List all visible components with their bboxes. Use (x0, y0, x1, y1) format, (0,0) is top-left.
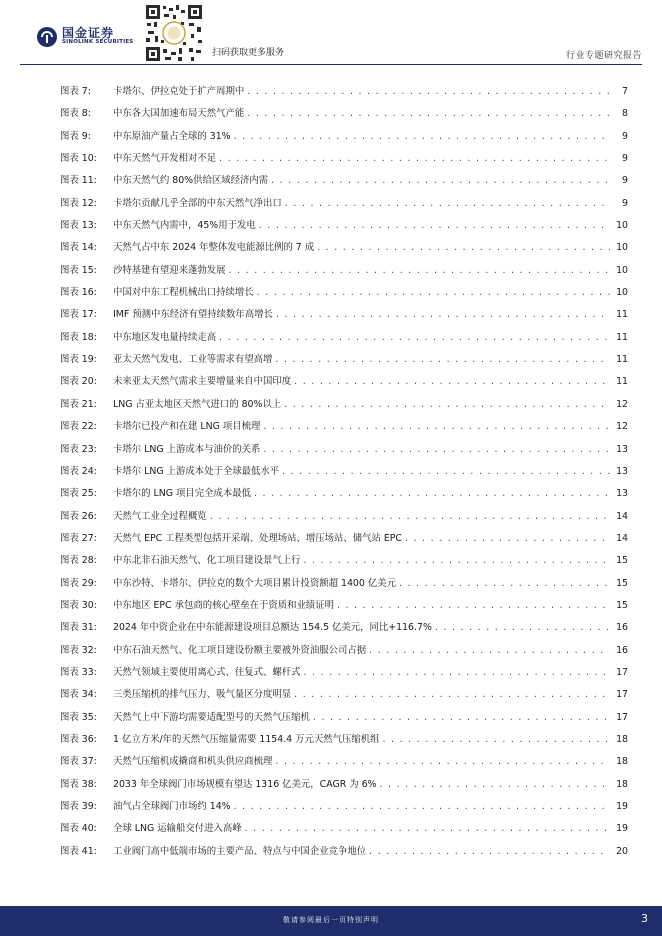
toc-figure-label: 图表 31: (60, 622, 97, 634)
toc-page-number: 18 (616, 756, 628, 768)
toc-dot-leader (263, 416, 610, 438)
toc-figure-title: 2024 年中资企业在中东能源建设项目总额达 154.5 亿美元，同比+116.7% (113, 622, 432, 634)
toc-dot-leader (263, 439, 610, 461)
toc-entry[interactable] (60, 841, 628, 863)
toc-page-number: 17 (616, 711, 628, 723)
toc-entry[interactable] (60, 327, 628, 349)
toc-page-number: 15 (616, 555, 628, 567)
toc-page-number: 13 (616, 443, 628, 455)
toc-entry[interactable] (60, 416, 628, 438)
toc-figure-label: 图表 40: (60, 823, 97, 835)
toc-dot-leader (304, 662, 610, 684)
toc-figure-label: 图表 21: (60, 398, 97, 410)
toc-figure-title: 卡塔尔、伊拉克处于扩产周期中 (113, 86, 245, 97)
disclaimer-note: 敬请参阅最后一页特别声明 (283, 916, 379, 924)
toc-page-number: 12 (616, 421, 628, 433)
toc-figure-title: 中东原油产量占全球的 31% (113, 130, 231, 142)
toc-page-number: 19 (616, 823, 628, 835)
qr-code-icon[interactable] (143, 2, 205, 64)
toc-entry[interactable] (60, 260, 628, 282)
page-header (0, 0, 662, 62)
toc-dot-leader (317, 237, 610, 259)
toc-dot-leader (294, 684, 610, 706)
toc-entry[interactable] (60, 439, 628, 461)
toc-figure-title: IMF 预测中东经济有望持续数年高增长 (113, 309, 273, 321)
toc-page-number: 13 (616, 488, 628, 500)
toc-figure-label: 图表 11: (60, 175, 97, 187)
toc-figure-label: 图表 8: (60, 108, 91, 120)
toc-entry[interactable] (60, 148, 628, 170)
toc-figure-title: 天然气占中东 2024 年整体发电能源比例的 7 成 (113, 242, 315, 254)
toc-figure-label: 图表 26: (60, 510, 97, 522)
toc-dot-leader (275, 751, 610, 773)
toc-figure-title: 全球 LNG 运输船交付进入高峰 (113, 823, 242, 835)
toc-page-number: 7 (622, 86, 628, 97)
toc-page-number: 10 (616, 287, 628, 299)
toc-figure-title: 中东沙特、卡塔尔、伊拉克的数个大项目累计投资额超 1400 亿美元 (113, 577, 396, 589)
toc-dot-leader (383, 729, 611, 751)
toc-figure-title: 中国对中东工程机械出口持续增长 (113, 287, 254, 299)
toc-entry[interactable] (60, 81, 628, 103)
toc-figure-title: 卡塔尔贡献几乎全部的中东天然气净出口 (113, 197, 282, 209)
toc-page-number: 9 (622, 197, 628, 209)
toc-figure-label: 图表 35: (60, 711, 97, 723)
toc-figure-title: 沙特基建有望迎来蓬勃发展 (113, 264, 226, 276)
toc-page-number: 10 (616, 220, 628, 232)
toc-figure-label: 图表 37: (60, 756, 97, 768)
toc-figure-label: 图表 20: (60, 376, 97, 388)
toc-entry[interactable] (60, 237, 628, 259)
toc-figure-label: 图表 18: (60, 331, 97, 343)
table-of-figures (60, 81, 628, 863)
toc-entry[interactable] (60, 684, 628, 706)
toc-page-number: 15 (616, 577, 628, 589)
toc-figure-label: 图表 17: (60, 309, 97, 321)
toc-entry[interactable] (60, 818, 628, 840)
toc-figure-label: 图表 14: (60, 242, 97, 254)
scan-for-services-text: 扫码获取更多服务 (212, 48, 285, 58)
toc-figure-label: 图表 19: (60, 354, 97, 366)
toc-figure-title: 中东天然气开发相对不足 (113, 153, 217, 165)
toc-dot-leader (304, 550, 610, 572)
toc-entry[interactable] (60, 371, 628, 393)
header-divider (20, 64, 642, 65)
toc-entry[interactable] (60, 640, 628, 662)
toc-dot-leader (275, 349, 610, 371)
toc-page-number: 18 (616, 778, 628, 790)
toc-dot-leader (369, 841, 610, 863)
toc-entry[interactable] (60, 729, 628, 751)
toc-entry[interactable] (60, 595, 628, 617)
toc-figure-label: 图表 28: (60, 555, 97, 567)
toc-page-number: 16 (616, 622, 628, 634)
toc-figure-title: LNG 占亚太地区天然气进口的 80%以上 (113, 398, 282, 410)
toc-dot-leader (257, 282, 610, 304)
toc-figure-title: 天然气工业全过程概览 (113, 510, 207, 522)
toc-entry[interactable] (60, 193, 628, 215)
toc-dot-leader (234, 126, 610, 148)
toc-figure-title: 未来亚太天然气需求主要增量来自中国印度 (113, 376, 292, 388)
toc-page-number: 11 (616, 376, 628, 388)
toc-dot-leader (210, 506, 610, 528)
toc-figure-label: 图表 25: (60, 488, 97, 500)
report-type-label: 行业专题研究报告 (565, 51, 642, 61)
toc-dot-leader (254, 483, 610, 505)
toc-figure-title: 卡塔尔 LNG 上游成本处于全球最低水平 (113, 465, 280, 477)
toc-dot-leader (399, 573, 610, 595)
toc-figure-title: 1 亿立方米/年的天然气压缩量需要 1154.4 万元天然气压缩机组 (113, 733, 380, 745)
page-number: 3 (641, 912, 648, 925)
toc-figure-label: 图表 22: (60, 421, 97, 433)
toc-dot-leader (435, 617, 610, 639)
toc-figure-title: 中东地区发电量持续走高 (113, 331, 217, 343)
toc-figure-label: 图表 7: (60, 86, 91, 97)
toc-page-number: 14 (616, 532, 628, 544)
toc-entry[interactable] (60, 126, 628, 148)
toc-dot-leader (284, 394, 610, 416)
toc-figure-label: 图表 10: (60, 153, 97, 165)
toc-figure-title: 中东地区 EPC 承包商的核心壁垒在于资质和业绩证明 (113, 599, 334, 611)
toc-figure-label: 图表 15: (60, 264, 97, 276)
toc-entry[interactable] (60, 662, 628, 684)
toc-entry[interactable] (60, 573, 628, 595)
toc-figure-label: 图表 27: (60, 532, 97, 544)
toc-dot-leader (259, 215, 610, 237)
toc-figure-label: 图表 32: (60, 644, 97, 656)
toc-page-number: 11 (616, 354, 628, 366)
toc-dot-leader (245, 818, 610, 840)
toc-page-number: 9 (622, 130, 628, 142)
toc-entry[interactable] (60, 550, 628, 572)
toc-page-number: 9 (622, 175, 628, 187)
toc-entry[interactable] (60, 103, 628, 125)
toc-figure-title: 天然气 EPC 工程类型包括开采端、处理场站、增压场站、储气站 EPC (113, 532, 402, 544)
toc-dot-leader (285, 193, 610, 215)
toc-dot-leader (379, 774, 610, 796)
toc-entry[interactable] (60, 796, 628, 818)
toc-figure-label: 图表 36: (60, 733, 97, 745)
toc-figure-title: 天然气领域主要使用离心式、往复式、螺杆式 (113, 666, 301, 678)
toc-figure-label: 图表 13: (60, 220, 97, 232)
toc-figure-label: 图表 30: (60, 599, 97, 611)
toc-figure-title: 中东各大国加速布局天然气产能 (113, 108, 245, 120)
toc-page-number: 9 (622, 153, 628, 165)
toc-page-number: 20 (616, 845, 628, 857)
toc-figure-title: 亚太天然气发电、工业等需求有望高增 (113, 354, 273, 366)
toc-entry[interactable] (60, 215, 628, 237)
toc-entry[interactable] (60, 170, 628, 192)
toc-entry[interactable] (60, 707, 628, 729)
toc-page-number: 13 (616, 465, 628, 477)
toc-dot-leader (276, 304, 610, 326)
toc-dot-leader (247, 103, 610, 125)
toc-page-number: 19 (616, 801, 628, 812)
toc-entry[interactable] (60, 483, 628, 505)
toc-entry[interactable] (60, 349, 628, 371)
toc-figure-title: 三类压缩机的排气压力、吸气量区分度明显 (113, 689, 292, 701)
toc-figure-label: 图表 41: (60, 845, 97, 857)
toc-figure-title: 中东天然气约 80%供给区域经济内需 (113, 175, 269, 187)
toc-dot-leader (229, 260, 610, 282)
toc-dot-leader (247, 81, 610, 103)
toc-dot-leader (282, 461, 610, 483)
toc-entry[interactable] (60, 282, 628, 304)
sinolink-logo (36, 24, 136, 50)
toc-page-number: 11 (616, 309, 628, 321)
toc-entry[interactable] (60, 506, 628, 528)
sinolink-logo-icon (36, 26, 58, 48)
toc-figure-title: 天然气上中下游均需要适配型号的天然气压缩机 (113, 711, 310, 723)
toc-figure-title: 油气占全球阀门市场约 14% (113, 801, 231, 812)
toc-dot-leader (294, 371, 610, 393)
toc-figure-label: 图表 9: (60, 130, 91, 142)
toc-dot-leader (234, 796, 610, 818)
toc-page-number: 15 (616, 599, 628, 611)
toc-figure-label: 图表 24: (60, 465, 97, 477)
toc-entry[interactable] (60, 394, 628, 416)
toc-entry[interactable] (60, 461, 628, 483)
toc-figure-label: 图表 16: (60, 287, 97, 299)
toc-figure-title: 中东天然气内需中，45%用于发电 (113, 220, 256, 232)
toc-page-number: 17 (616, 689, 628, 701)
logo-english-name: SINOLINK SECURITIES (62, 39, 134, 45)
toc-figure-title: 中东石油天然气、化工项目建设份额主要被外资油服公司占据 (113, 644, 367, 656)
toc-page-number: 10 (616, 242, 628, 254)
toc-dot-leader (271, 170, 610, 192)
toc-entry[interactable] (60, 304, 628, 326)
toc-figure-label: 图表 23: (60, 443, 97, 455)
toc-dot-leader (219, 148, 610, 170)
toc-figure-label: 图表 33: (60, 666, 97, 678)
toc-dot-leader (337, 595, 610, 617)
toc-entry[interactable] (60, 617, 628, 639)
toc-figure-label: 图表 29: (60, 577, 97, 589)
toc-figure-title: 工业阀门高中低端市场的主要产品、特点与中国企业竞争地位 (113, 845, 367, 857)
toc-entry[interactable] (60, 774, 628, 796)
toc-figure-title: 中东北非石油天然气、化工项目建设景气上行 (113, 555, 301, 567)
toc-dot-leader (313, 707, 610, 729)
toc-page-number: 11 (616, 331, 628, 343)
toc-dot-leader (219, 327, 610, 349)
toc-page-number: 18 (616, 733, 628, 745)
toc-dot-leader (369, 640, 610, 662)
toc-figure-label: 图表 12: (60, 197, 97, 209)
toc-entry[interactable] (60, 751, 628, 773)
toc-page-number: 8 (622, 108, 628, 120)
toc-figure-label: 图表 34: (60, 689, 97, 701)
logo-chinese-name: 国金证券 (62, 26, 115, 40)
toc-page-number: 10 (616, 264, 628, 276)
toc-page-number: 14 (616, 510, 628, 522)
toc-page-number: 16 (616, 644, 628, 656)
toc-figure-title: 卡塔尔的 LNG 项目完全成本最低 (113, 488, 251, 500)
toc-entry[interactable] (60, 528, 628, 550)
toc-dot-leader (405, 528, 610, 550)
toc-figure-title: 卡塔尔 LNG 上游成本与油价的关系 (113, 443, 261, 455)
toc-figure-label: 图表 39: (60, 801, 97, 812)
toc-page-number: 12 (616, 398, 628, 410)
toc-figure-title: 天然气压缩机成撬商和机头供应商梳理 (113, 756, 273, 768)
toc-figure-title: 卡塔尔已投产和在建 LNG 项目梳理 (113, 421, 261, 433)
toc-page-number: 17 (616, 666, 628, 678)
toc-figure-label: 图表 38: (60, 778, 97, 790)
toc-figure-title: 2033 年全球阀门市场规模有望达 1316 亿美元，CAGR 为 6% (113, 778, 377, 790)
page-footer (0, 906, 662, 936)
